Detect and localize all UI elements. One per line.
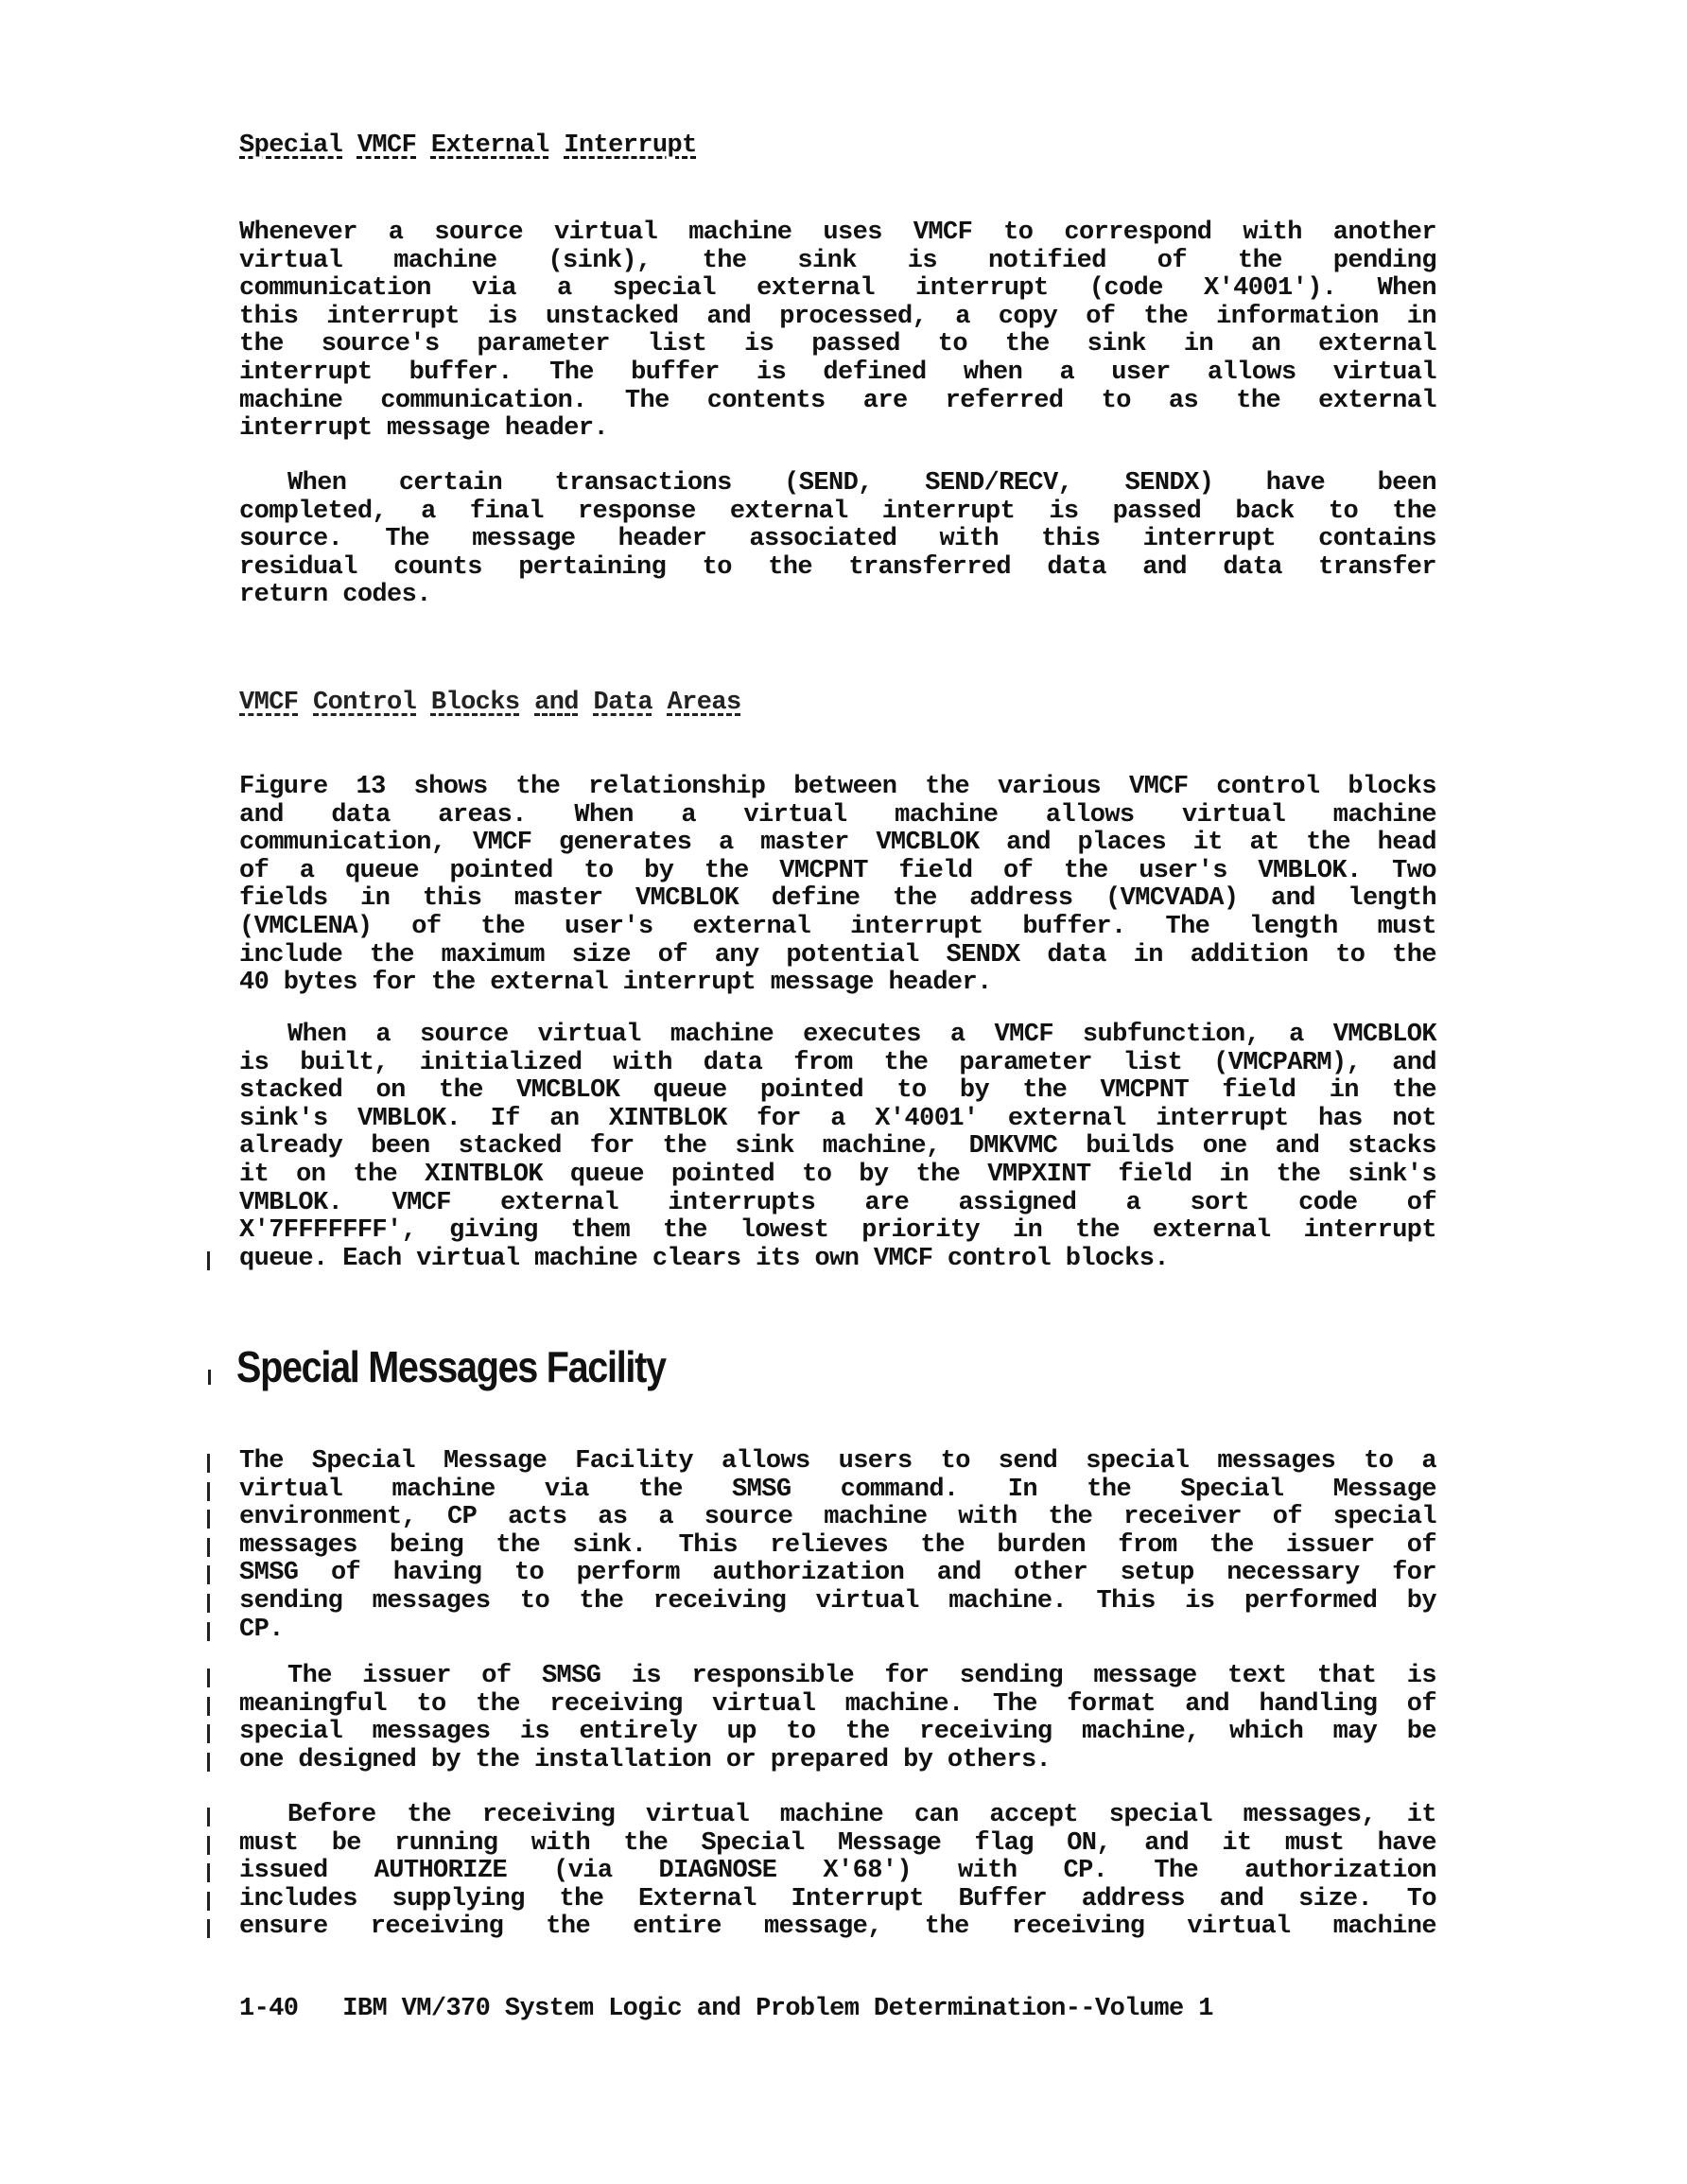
heading-word: Special xyxy=(239,131,343,160)
text-line: ensure receiving the entire message, the receiving virtual machine xyxy=(239,1913,1436,1942)
heading-word: VMCF xyxy=(357,131,417,160)
text-line: must be running with the Special Message flag ON, and it must have xyxy=(239,1830,1436,1859)
change-bar xyxy=(207,1863,210,1882)
text-line: sink's VMBLOK. If an XINTBLOK for a X'4001' external interrupt has not xyxy=(239,1104,1436,1133)
change-bar xyxy=(207,1836,210,1855)
text-line: include the maximum size of any potential SENDX data in addition to the xyxy=(239,940,1436,970)
text-line: source. The message header associated with this interrupt contains xyxy=(239,525,1436,554)
heading-word: Blocks xyxy=(430,689,520,717)
paragraph xyxy=(239,470,1436,610)
text-line: interrupt message header. xyxy=(239,414,609,444)
change-bar xyxy=(207,1482,210,1501)
text-line: communication via a special external interrupt (code X'4001'). When xyxy=(239,274,1436,304)
heading-word: Interrupt xyxy=(564,131,697,160)
change-bar xyxy=(207,1538,210,1557)
text-line: completed, a final response external interrupt is passed back to the xyxy=(239,497,1436,526)
text-line: and data areas. When a virtual machine allows virtual machine xyxy=(239,800,1436,830)
text-line: Figure 13 shows the relationship between the various VMCF control blocks xyxy=(239,773,1436,801)
paragraph xyxy=(239,1448,1436,1644)
text-line: meaningful to the receiving virtual machine. The format and handling of xyxy=(239,1691,1436,1720)
text-line: machine communication. The contents are referred to as the external xyxy=(239,386,1436,415)
change-bar xyxy=(207,1669,210,1687)
text-line: includes supplying the External Interrupt Buffer address and size. To xyxy=(239,1886,1436,1914)
text-line: issued AUTHORIZE (via DIAGNOSE X'68') with CP. The authorization xyxy=(239,1858,1436,1886)
text-line: special messages is entirely up to the receiving machine, which may be xyxy=(239,1719,1436,1747)
change-bar xyxy=(207,1919,210,1938)
text-line: The Special Message Facility allows users to send special messages to a xyxy=(239,1448,1436,1476)
text-line: Before the receiving virtual machine can accept special messages, it xyxy=(239,1802,1436,1830)
text-line: communication, VMCF generates a master VMCBLOK and places it at the head xyxy=(239,829,1436,858)
text-line: virtual machine via the SMSG command. In the Special Message xyxy=(239,1476,1436,1505)
text-line: this interrupt is unstacked and processed, a copy of the information in xyxy=(239,302,1436,331)
heading-word: VMCF xyxy=(239,689,299,717)
text-line: virtual machine (sink), the sink is notified of the pending xyxy=(239,246,1436,275)
text-line: X'7FFFFFFF', giving them the lowest priority in the external interrupt xyxy=(239,1216,1436,1246)
change-bar xyxy=(207,1565,210,1584)
section-heading-vmcf-external-interrupt xyxy=(239,131,697,160)
heading-word: Areas xyxy=(667,689,741,717)
text-line: sending messages to the receiving virtual machine. This is performed by xyxy=(239,1588,1436,1616)
text-line: it on the XINTBLOK queue pointed to by the VMPXINT field in the sink's xyxy=(239,1160,1436,1189)
change-bar xyxy=(207,1892,210,1911)
text-line: (VMCLENA) of the user's external interrupt buffer. The length must xyxy=(239,912,1436,941)
text-line: messages being the sink. This relieves the burden from the issuer of xyxy=(239,1532,1436,1561)
page-footer xyxy=(239,1995,1213,2023)
text-line: VMBLOK. VMCF external interrupts are assigned a sort code of xyxy=(239,1188,1436,1217)
change-bar xyxy=(207,1753,210,1772)
text-line: SMSG of having to perform authorization and other setup necessary for xyxy=(239,1560,1436,1588)
change-bar xyxy=(207,1510,210,1529)
change-bar xyxy=(207,1454,210,1473)
change-bar xyxy=(207,1697,210,1716)
heading-word: Control xyxy=(313,689,417,717)
change-bar xyxy=(207,1808,210,1826)
text-line: 40 bytes for the external interrupt message header. xyxy=(239,969,992,998)
change-bar xyxy=(207,1622,210,1641)
paragraph xyxy=(239,774,1436,998)
paragraph xyxy=(239,1802,1436,1942)
text-line: fields in this master VMCBLOK define the address (VMCVADA) and length xyxy=(239,884,1436,914)
text-line: is built, initialized with data from the parameter list (VMCPARM), and xyxy=(239,1048,1436,1077)
text-line: queue. Each virtual machine clears its own VMCF control blocks. xyxy=(239,1246,1436,1274)
text-line: the source's parameter list is passed to the sink in an external xyxy=(239,330,1436,359)
change-bar xyxy=(207,1724,210,1743)
paragraph xyxy=(239,1663,1436,1774)
text-line: CP. xyxy=(239,1616,1436,1645)
text-line: stacked on the VMCBLOK queue pointed to by the VMCPNT field in the xyxy=(239,1076,1436,1106)
text-line: return codes. xyxy=(239,581,431,610)
text-line: of a queue pointed to by the VMCPNT field of the user's VMBLOK. Two xyxy=(239,856,1436,885)
page-number: 1-40 xyxy=(239,1995,299,2023)
heading-word: Data xyxy=(593,689,652,717)
change-bar xyxy=(207,1251,210,1270)
text-line: residual counts pertaining to the transferred data and data transfer xyxy=(239,552,1436,582)
text-line: interrupt buffer. The buffer is defined when a user allows virtual xyxy=(239,358,1436,387)
paragraph xyxy=(239,219,1436,444)
change-bar xyxy=(207,1594,210,1613)
heading-word: External xyxy=(430,131,549,160)
text-line: The issuer of SMSG is responsible for sending message text that is xyxy=(239,1663,1436,1691)
text-line: already been stacked for the sink machine, DMKVMC builds one and stacks xyxy=(239,1132,1436,1162)
section-heading-vmcf-control-blocks xyxy=(239,689,741,717)
text-line: When certain transactions (SEND, SEND/RECV, SENDX) have been xyxy=(287,469,1436,498)
paragraph xyxy=(239,1022,1436,1273)
text-line: Whenever a source virtual machine uses VMCF to correspond with another xyxy=(239,218,1436,247)
text-line: When a source virtual machine executes a VMCF subfunction, a VMCBLOK xyxy=(287,1021,1436,1049)
section-heading-special-messages-facility: Special Messages Facility xyxy=(236,1342,666,1391)
text-line: one designed by the installation or prepared by others. xyxy=(239,1747,1436,1775)
heading-word: and xyxy=(534,689,579,717)
text-line: environment, CP acts as a source machine with the receiver of special xyxy=(239,1504,1436,1532)
change-bar xyxy=(208,1370,211,1385)
document-title: IBM VM/370 System Logic and Problem Determination--Volume 1 xyxy=(342,1995,1213,2023)
